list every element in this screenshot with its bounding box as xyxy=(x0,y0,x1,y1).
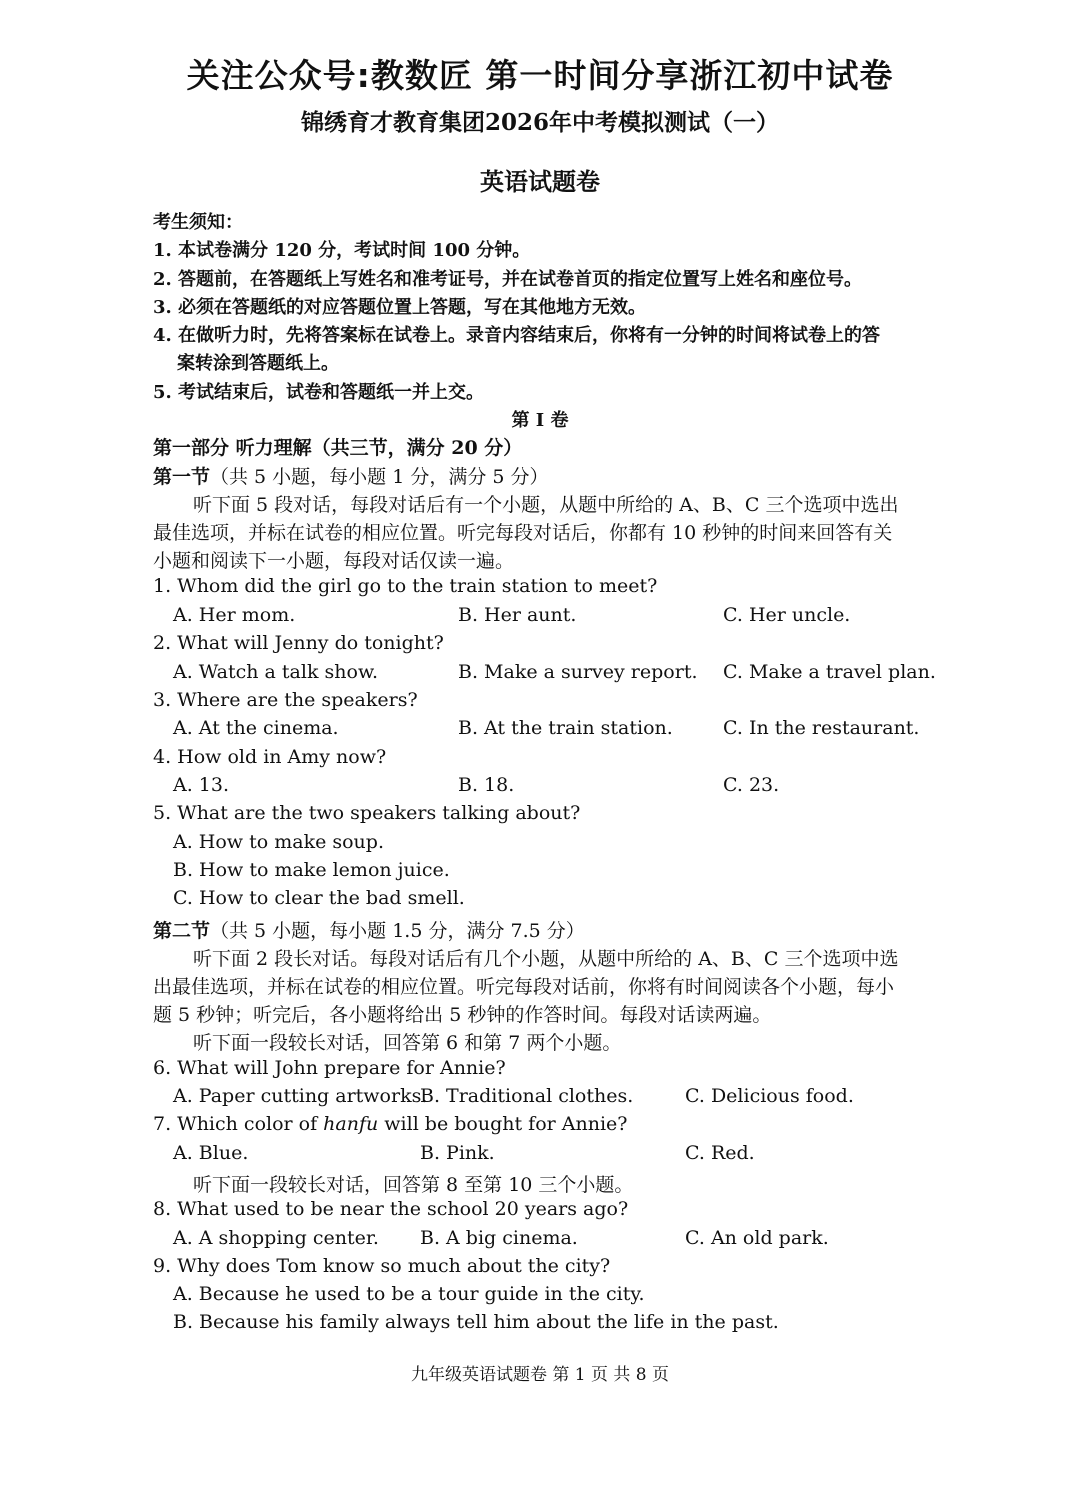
question-1-stem: 1. Whom did the girl go to the train station to meet? xyxy=(153,575,658,597)
section2-instructions-line3: 题 5 秒钟；听完后，各小题将给出 5 秒钟的作答时间。每段对话读两遍。 xyxy=(153,1004,772,1026)
question-4-stem: 4. How old in Amy now? xyxy=(153,746,387,768)
section1-info: （共 5 小题，每小题 1 分，满分 5 分） xyxy=(210,466,549,488)
question-9-option-a: A. Because he used to be a tour guide in the city. xyxy=(173,1283,645,1305)
question-2-stem: 2. What will Jenny do tonight? xyxy=(153,632,444,654)
question-9-stem: 9. Why does Tom know so much about the city? xyxy=(153,1255,611,1277)
question-7-option-b: B. Pink. xyxy=(420,1142,495,1164)
section1-instructions-line1: 听下面 5 段对话，每段对话后有一个小题，从题中所给的 A、B、C 三个选项中选出 xyxy=(193,494,899,516)
volume-label: 第 I 卷 xyxy=(511,410,569,431)
question-5-option-b: B. How to make lemon juice. xyxy=(173,859,450,881)
question-7-option-c: C. Red. xyxy=(685,1142,755,1164)
notes-heading: 考生须知： xyxy=(153,212,243,233)
question-5-option-a: A. How to make soup. xyxy=(173,831,384,853)
question-7-stem xyxy=(153,1113,627,1135)
promo-banner: 关注公众号:教数匠 第一时间分享浙江初中试卷 xyxy=(186,56,894,95)
section1-label: 第一节 xyxy=(153,466,211,488)
question-9-option-b: B. Because his family always tell him about the life in the past. xyxy=(173,1311,779,1333)
question-7-stem-start: 7. Which color of xyxy=(153,1113,324,1135)
question-2-option-a: A. Watch a talk show. xyxy=(173,661,378,683)
question-3-option-a: A. At the cinema. xyxy=(173,717,339,739)
question-6-stem: 6. What will John prepare for Annie? xyxy=(153,1057,506,1079)
section1-instructions-line3: 小题和阅读下一小题，每段对话仅读一遍。 xyxy=(153,550,515,572)
note-5: 5. 考试结束后，试卷和答题纸一并上交。 xyxy=(153,382,485,403)
question-6-option-a: A. Paper cutting artworks. xyxy=(173,1085,428,1107)
dialogue-2-directive: 听下面一段较长对话，回答第 8 至第 10 三个小题。 xyxy=(193,1174,634,1196)
note-3: 3. 必须在答题纸的对应答题位置上答题，写在其他地方无效。 xyxy=(153,297,647,318)
question-5-option-c: C. How to clear the bad smell. xyxy=(173,887,465,909)
question-6-option-b: B. Traditional clothes. xyxy=(420,1085,634,1107)
section2-heading xyxy=(153,916,585,943)
question-7-option-a: A. Blue. xyxy=(173,1142,249,1164)
question-8-option-b: B. A big cinema. xyxy=(420,1227,578,1249)
section2-info: （共 5 小题，每小题 1.5 分，满分 7.5 分） xyxy=(210,920,585,942)
section1-heading xyxy=(153,462,549,489)
exam-subtitle: 英语试题卷 xyxy=(480,167,600,196)
part1-heading: 第一部分 听力理解（共三节，满分 20 分） xyxy=(153,437,523,459)
question-5-stem: 5. What are the two speakers talking about? xyxy=(153,802,581,824)
question-7-stem-end: will be bought for Annie? xyxy=(378,1113,628,1135)
question-4-option-b: B. 18. xyxy=(458,774,515,796)
question-2-option-c: C. Make a travel plan. xyxy=(723,661,936,683)
question-2-option-b: B. Make a survey report. xyxy=(458,661,698,683)
section1-instructions-line2: 最佳选项，并标在试卷的相应位置。听完每段对话后，你都有 10 秒钟的时间来回答有关 xyxy=(153,522,893,544)
dialogue-1-directive: 听下面一段较长对话，回答第 6 和第 7 两个小题。 xyxy=(193,1032,622,1054)
page-footer: 九年级英语试题卷 第 1 页 共 8 页 xyxy=(410,1365,670,1385)
note-1: 1. 本试卷满分 120 分，考试时间 100 分钟。 xyxy=(153,240,531,261)
note-4: 4. 在做听力时，先将答案标在试卷上。录音内容结束后，你将有一分钟的时间将试卷上的答 xyxy=(153,325,881,346)
question-6-option-c: C. Delicious food. xyxy=(685,1085,854,1107)
question-4-option-a: A. 13. xyxy=(173,774,230,796)
section2-instructions-line2: 出最佳选项，并标在试卷的相应位置。听完每段对话前，你将有时间阅读各个小题，每小 xyxy=(153,976,895,998)
section2-label: 第二节 xyxy=(153,920,211,942)
question-1-option-c: C. Her uncle. xyxy=(723,604,851,626)
question-8-option-c: C. An old park. xyxy=(685,1227,829,1249)
note-2: 2. 答题前，在答题纸上写姓名和准考证号，并在试卷首页的指定位置写上姓名和座位号。 xyxy=(153,269,863,290)
question-3-option-c: C. In the restaurant. xyxy=(723,717,920,739)
question-3-option-b: B. At the train station. xyxy=(458,717,673,739)
question-7-stem-hanfu: hanfu xyxy=(323,1113,379,1135)
question-1-option-b: B. Her aunt. xyxy=(458,604,577,626)
section2-instructions-line1: 听下面 2 段长对话。每段对话后有几个小题，从题中所给的 A、B、C 三个选项中选 xyxy=(193,948,899,970)
question-8-stem: 8. What used to be near the school 20 years ago? xyxy=(153,1198,629,1220)
question-3-stem: 3. Where are the speakers? xyxy=(153,689,418,711)
question-1-option-a: A. Her mom. xyxy=(173,604,296,626)
note-4-continued: 案转涂到答题纸上。 xyxy=(177,353,339,374)
exam-title: 锦绣育才教育集团2026年中考模拟测试（一） xyxy=(300,109,779,136)
question-8-option-a: A. A shopping center. xyxy=(173,1227,379,1249)
question-4-option-c: C. 23. xyxy=(723,774,780,796)
